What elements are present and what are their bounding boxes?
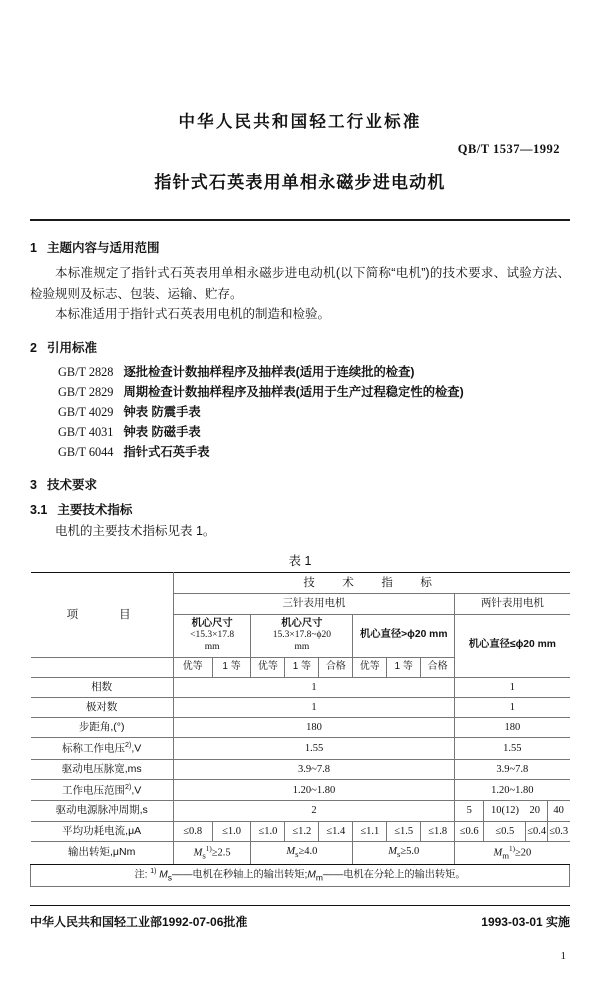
- row-value-two-needle: 1.20~1.80: [455, 779, 570, 801]
- list-item: [30, 423, 570, 443]
- current-cell: ≤0.5: [484, 821, 526, 841]
- reference-code: GB/T 2829: [58, 384, 114, 399]
- list-item: [30, 363, 570, 383]
- current-cell: ≤0.8: [173, 821, 212, 841]
- table-caption: 表 1: [288, 554, 312, 569]
- list-item: [30, 443, 570, 463]
- grade-cell: 优等: [353, 658, 387, 678]
- torque-cell: $M_m^{1)}\ge 20$: [455, 841, 570, 865]
- current-cell: ≤1.5: [387, 821, 421, 841]
- current-cell: ≤1.8: [421, 821, 455, 841]
- dimension-header-2: [251, 614, 353, 658]
- group-header-two-needle: 两针表用电机: [455, 594, 570, 614]
- dimension-2-line3: mm: [294, 642, 310, 653]
- table-row-output-torque: [31, 841, 570, 865]
- dimension-header-3: [353, 614, 455, 658]
- section-1-heading: [30, 238, 570, 256]
- row-value-three-needle: 1.55: [173, 738, 454, 760]
- standard-number: QB/T 1537—1992: [457, 142, 560, 156]
- torque-cell: $M_s\ge 4.0$: [251, 841, 353, 865]
- dimension-2-line1: 机心尺寸: [281, 617, 323, 629]
- column-header-item: 项 目: [31, 573, 174, 658]
- section-3-number: 3: [30, 478, 37, 493]
- section-3-1-title: 主要技术指标: [57, 503, 133, 518]
- dimension-2-line2: 15.3×17.8~ϕ20: [272, 630, 331, 641]
- grade-row-item-spacer: [31, 658, 174, 678]
- table-row: [31, 738, 570, 760]
- section-2-heading: [30, 338, 570, 356]
- reference-code: GB/T 2828: [58, 364, 114, 379]
- current-cell: ≤1.0: [251, 821, 285, 841]
- pulse-value-cell: 5: [455, 801, 484, 821]
- reference-name: 逐批检查计数抽样程序及抽样表(适用于连续批的检查): [123, 364, 415, 379]
- row-label: 标称工作电压$^{2)}$,V: [31, 738, 174, 760]
- torque-cell: $M_s^{1)}\ge 2.5$: [173, 841, 251, 865]
- section-3-title: 技术要求: [46, 478, 97, 493]
- row-label: 步距角,(°): [31, 717, 174, 737]
- dimension-1-line2: <15.3×17.8: [190, 630, 235, 641]
- approval-statement: 中华人民共和国轻工业部1992-07-06批准: [30, 915, 248, 929]
- table-footnote: 注: $^{1)}$ $M_s——$电机在秒轴上的输出转矩$;M_m——$电机在分轮上的输出转矩。: [31, 865, 570, 887]
- row-value-two-needle: 1.55: [455, 738, 570, 760]
- row-label: 驱动电源脉冲周期,s: [31, 801, 174, 821]
- pulse-value-three-needle: 2: [173, 801, 454, 821]
- row-value-three-needle: 3.9~7.8: [173, 759, 454, 779]
- grade-cell: 优等: [173, 658, 212, 678]
- row-label: 驱动电压脉宽,ms: [31, 759, 174, 779]
- section-1-number: 1: [30, 241, 37, 255]
- row-label: 输出转矩,μNm: [31, 841, 174, 865]
- reference-name: 钟表 防震手表: [123, 404, 201, 419]
- issuing-organization: 中华人民共和国轻工行业标准: [178, 113, 422, 131]
- row-value-three-needle: 1: [173, 697, 454, 717]
- section-2-title: 引用标准: [46, 340, 97, 355]
- row-label: 工作电压范围$^{2)}$,V: [31, 779, 174, 801]
- section-2-number: 2: [30, 340, 37, 355]
- grade-cell: 1 等: [387, 658, 421, 678]
- footer-divider: [30, 905, 570, 906]
- row-label: 极对数: [31, 697, 174, 717]
- row-label: 相数: [31, 677, 174, 697]
- row-value-three-needle: 180: [173, 717, 454, 737]
- row-value-two-needle: 3.9~7.8: [455, 759, 570, 779]
- current-cell: ≤0.3: [547, 821, 569, 841]
- current-cell: ≤1.1: [353, 821, 387, 841]
- grade-cell: 优等: [251, 658, 285, 678]
- current-cell: ≤1.4: [319, 821, 353, 841]
- grade-cell: 1 等: [285, 658, 319, 678]
- row-label: 平均功耗电流,μA: [31, 821, 174, 841]
- dimension-1-line3: mm: [204, 642, 220, 653]
- document-title: 指针式石英表用单相永磁步进电动机: [154, 173, 446, 192]
- table-row: [31, 779, 570, 801]
- table-row: [31, 759, 570, 779]
- pulse-value-cell: 10(12) 20: [484, 801, 548, 821]
- row-value-two-needle: 1: [455, 677, 570, 697]
- dimension-1-line1: 机心尺寸: [191, 617, 233, 629]
- header-divider: [30, 219, 570, 221]
- list-item: [30, 403, 570, 423]
- torque-cell: $M_s\ge 5.0$: [353, 841, 455, 865]
- document-body: [30, 238, 570, 887]
- table-note-row: [31, 865, 570, 887]
- row-value-three-needle: 1.20~1.80: [173, 779, 454, 801]
- list-item: [30, 383, 570, 403]
- pulse-value-cell: 40: [547, 801, 569, 821]
- spec-table-wrapper: [30, 572, 570, 887]
- row-value-two-needle: 180: [455, 717, 570, 737]
- table-header-row-tech: [31, 573, 570, 594]
- row-value-three-needle: 1: [173, 677, 454, 697]
- reference-name: 指针式石英手表: [123, 444, 210, 459]
- column-header-tech-indicator: 技 术 指 标: [173, 573, 569, 594]
- reference-name: 周期检查计数抽样程序及抽样表(适用于生产过程稳定性的检查): [123, 384, 464, 399]
- grade-cell: 合格: [319, 658, 353, 678]
- current-cell: ≤0.4: [526, 821, 548, 841]
- referenced-standards-list: [30, 363, 570, 463]
- page-number: 1: [560, 950, 566, 962]
- section-3-heading: [30, 475, 570, 493]
- grade-cell: 1 等: [212, 658, 251, 678]
- current-cell: ≤1.2: [285, 821, 319, 841]
- dimension-3-text: 机心直径>ϕ20 mm: [359, 629, 448, 641]
- document-footer: [30, 913, 570, 930]
- row-value-two-needle: 1: [455, 697, 570, 717]
- table-row: [31, 677, 570, 697]
- section-3-1-number: 3.1: [30, 503, 48, 518]
- section-1-paragraph-1: 本标准规定了指针式石英表用单相永磁步进电动机(以下简称“电机”)的技术要求、试验方法、检验规则及标志、包装、运输、贮存。: [30, 266, 570, 301]
- reference-name: 钟表 防磁手表: [123, 424, 201, 439]
- table-row-average-current: [31, 821, 570, 841]
- table-row-pulse-period: [31, 801, 570, 821]
- current-cell: ≤1.0: [212, 821, 251, 841]
- section-3-1-paragraph: 电机的主要技术指标见表 1。: [55, 524, 216, 539]
- table-row: [31, 717, 570, 737]
- reference-code: GB/T 4031: [58, 424, 114, 439]
- dimension-header-1: [173, 614, 251, 658]
- dimension-4-text: 机心直径≤ϕ20 mm: [468, 639, 556, 651]
- section-1-paragraph-2: 本标准适用于指针式石英表用电机的制造和检验。: [55, 307, 331, 322]
- dimension-header-4: [455, 614, 570, 677]
- technical-specification-table: [30, 572, 570, 887]
- section-1-title: 主题内容与适用范围: [46, 241, 160, 255]
- current-cell: ≤0.6: [455, 821, 484, 841]
- section-3-1-heading: [30, 500, 570, 518]
- group-header-three-needle: 三针表用电机: [173, 594, 454, 614]
- table-row: [31, 697, 570, 717]
- grade-cell: 合格: [421, 658, 455, 678]
- reference-code: GB/T 4029: [58, 404, 114, 419]
- implementation-date: 1993-03-01 实施: [481, 915, 570, 929]
- reference-code: GB/T 6044: [58, 444, 114, 459]
